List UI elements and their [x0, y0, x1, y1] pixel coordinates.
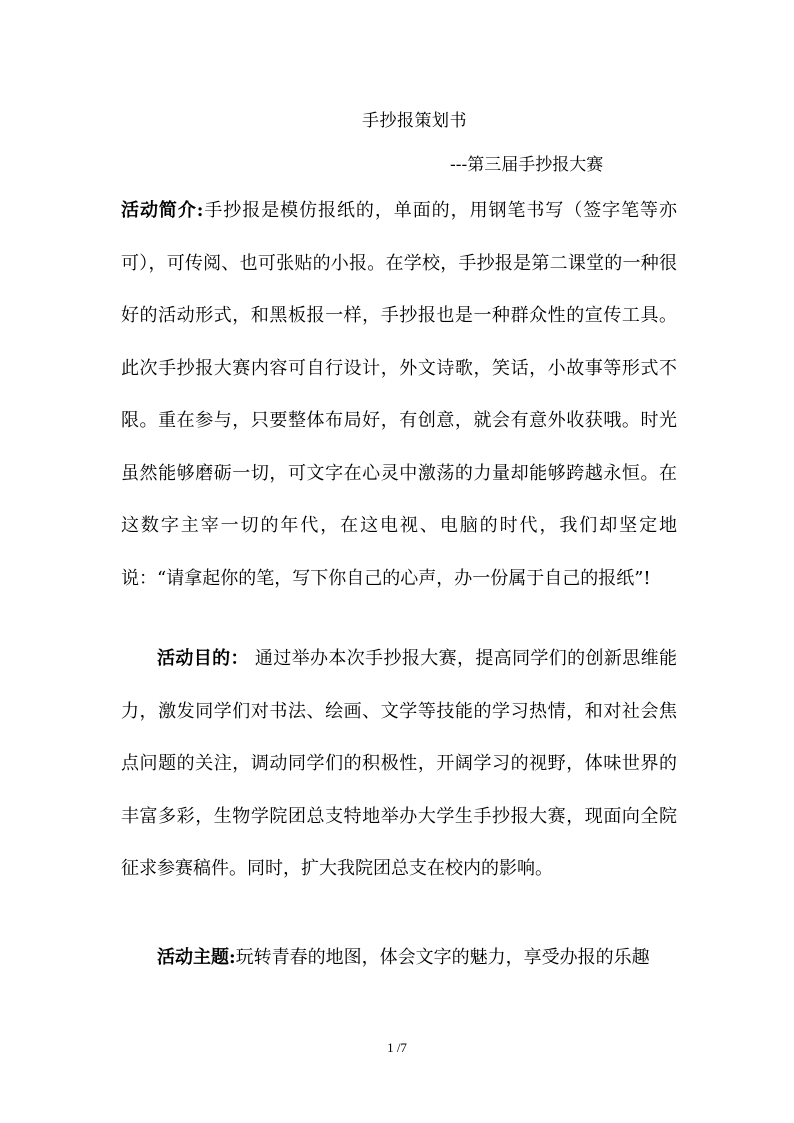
section-text: 玩转青春的地图，体会文字的魅力，享受办报的乐趣	[235, 947, 650, 968]
section-introduction	[121, 185, 677, 605]
page-number: 1 /7	[387, 1040, 407, 1055]
section-label: 活动主题:	[157, 947, 236, 968]
section-purpose	[121, 633, 677, 896]
section-label: 活动目的：	[157, 648, 249, 669]
section-theme	[121, 932, 677, 985]
section-label: 活动简介:	[121, 200, 204, 221]
document-subtitle: ---第三届手抄报大赛	[450, 155, 604, 175]
document-title: 手抄报策划书	[362, 111, 467, 131]
section-text: 通过举办本次手抄报大赛，提高同学们的创新思维能力，激发同学们对书法、绘画、文学等技能的学习热情，和对社会焦点问题的关注，调动同学们的积极性，开阔学习的视野，体味世界的丰富多彩，生物学院团总支特地举办大学生手抄报大赛，现面向全院征求参赛稿件。同时，扩大我院团总支在校内的影响。	[121, 648, 677, 879]
section-text: 手抄报是模仿报纸的，单面的，用钢笔书写（签字笔等亦可），可传阅、也可张贴的小报。在学校，手抄报是第二课堂的一种很好的活动形式，和黑板报一样，手抄报也是一种群众性的宣传工具。此次手抄报大赛内容可自行设计，外文诗歌，笑话，小故事等形式不限。重在参与，只要整体布局好，有创意，就会有意外收获哦。时光虽然能够磨砺一切，可文字在心灵中激荡的力量却能够跨越永恒。在这数字主宰一切的年代，在这电视、电脑的时代，我们却坚定地说：“请拿起你的笔，写下你自己的心声，办一份属于自己的报纸”!	[121, 200, 677, 589]
